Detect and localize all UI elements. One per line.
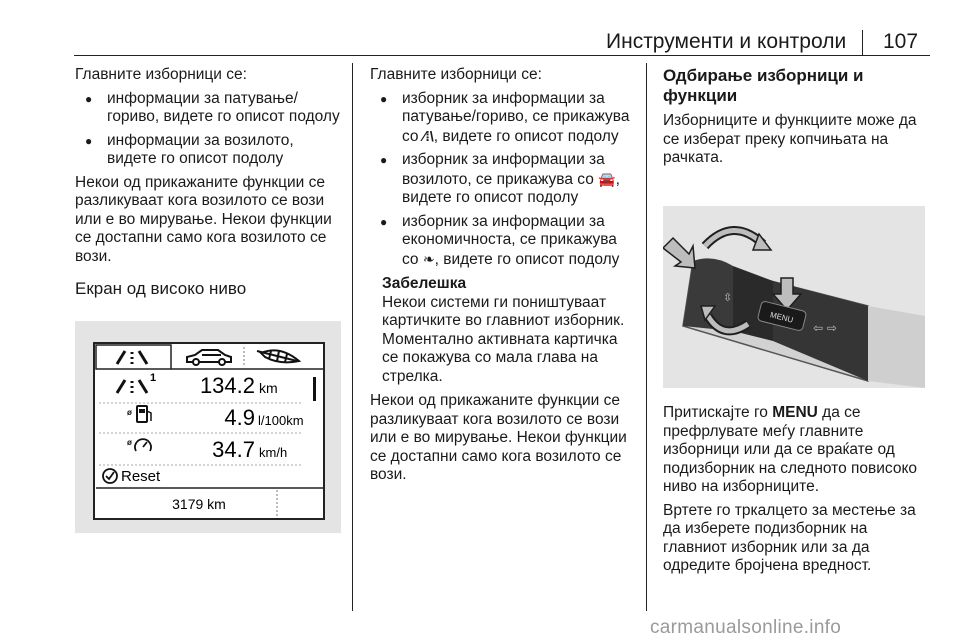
fuel-value: 4.9	[224, 405, 255, 430]
bullet-text: изборник за информации за економичноста, се прикажува со	[402, 212, 617, 268]
turn-signal-stalk-illustration	[663, 206, 925, 388]
col1-intro: Главните изборници се:	[75, 66, 247, 83]
bullet-text: изборник за информации за возилото, се прикажува со	[402, 151, 605, 188]
section-title: Екран од високо ниво	[75, 279, 247, 298]
col3-paragraph-2	[663, 404, 931, 497]
speed-value: 34.7	[212, 437, 255, 462]
press-arrow	[663, 238, 695, 268]
speed-unit: km/h	[259, 445, 288, 460]
display-screen	[75, 321, 341, 533]
bullet-text: , видете го описот подолу	[402, 170, 620, 206]
column-3	[663, 66, 931, 173]
car-icon: 🚘	[598, 170, 616, 187]
col1-paragraph: Некои од прикажаните функции се разликуваат кога возилото се вози или е во мирување. Некои функции се достапни само кога возилото се вози.	[75, 173, 332, 265]
bullet-text: , видете го описот подолу	[434, 250, 620, 268]
reset-label[interactable]: Reset	[121, 468, 161, 485]
arrow-symbols: ⇦ ⇨	[813, 321, 837, 335]
col1-bullet: ● информации за возилото, видете го описот подолу	[75, 132, 341, 169]
bullet-text: , видете го описот подолу	[433, 127, 619, 145]
note-block	[370, 275, 636, 386]
page-number: 107	[883, 30, 919, 53]
col1-bullet: ● информации за патување/гориво, видете го описот подолу	[75, 90, 341, 127]
trip-number: 1	[150, 372, 157, 384]
distance-unit: km	[259, 380, 278, 396]
updown-symbol: ⇳	[723, 291, 733, 304]
col3-paragraph-1: Изборниците и функциите може да се изберат преку копчињата на рачката.	[663, 112, 917, 166]
column-2	[370, 66, 636, 490]
watermark: carmanualsonline.info	[650, 617, 842, 638]
para-text: да се префрлувате меѓу главните изборници или да се враќате од подизборник на следното повисоко ниво на изборниците.	[663, 404, 918, 495]
distance-value: 134.2	[199, 373, 255, 398]
menu-button-label[interactable]: MENU	[769, 310, 795, 325]
page-header	[0, 0, 960, 60]
column-3-lower	[663, 404, 931, 581]
trip-computer-icon: ⁄⁞\	[422, 127, 434, 144]
para-text: Притискајте го	[663, 404, 773, 421]
odometer-value: 3179 km	[172, 496, 226, 512]
col2-paragraph: Некои од прикажаните функции се разликуваат кога возилото се вози или е во мирување. Некои функции се достапни само кога возилото се вози.	[370, 392, 627, 483]
col2-bullet-vehicle	[370, 151, 636, 208]
section-heading: Одбирање изборници и функции	[663, 66, 864, 105]
svg-text:ø: ø	[127, 408, 132, 417]
col2-bullet-trip	[370, 90, 636, 147]
column-divider-2	[646, 63, 647, 611]
col2-intro: Главните изборници се:	[370, 66, 542, 83]
scroll-indicator	[313, 377, 316, 401]
col2-bullet-list	[370, 90, 636, 270]
col3-paragraph-3: Вртете го тркалцето за местење за да изберете подизборник на главниот изборник или за да одредите бројчена вредност.	[663, 501, 916, 574]
header-rule	[74, 55, 930, 56]
col2-bullet-eco	[370, 213, 636, 270]
header-divider	[862, 30, 863, 56]
column-divider-1	[352, 63, 353, 611]
stalk-figure	[663, 206, 925, 388]
display-figure	[75, 321, 341, 533]
col1-bullet-list	[75, 90, 341, 169]
note-text: Некои системи ги поништуваат картичките во главниот изборник. Моментално активната картичка се покажува со мала глава на стрелка.	[382, 293, 625, 385]
column-1	[75, 66, 341, 299]
menu-button-name: MENU	[772, 404, 818, 421]
svg-text:ø: ø	[127, 438, 132, 447]
fuel-unit: l/100km	[258, 413, 304, 428]
bullet-text: изборник за информации за патување/гориво, се прикажува со	[402, 89, 630, 145]
page-title: Инструменти и контроли	[606, 30, 847, 53]
eco-leaf-icon: ❧	[422, 250, 435, 267]
note-title: Забелешка	[382, 275, 467, 292]
